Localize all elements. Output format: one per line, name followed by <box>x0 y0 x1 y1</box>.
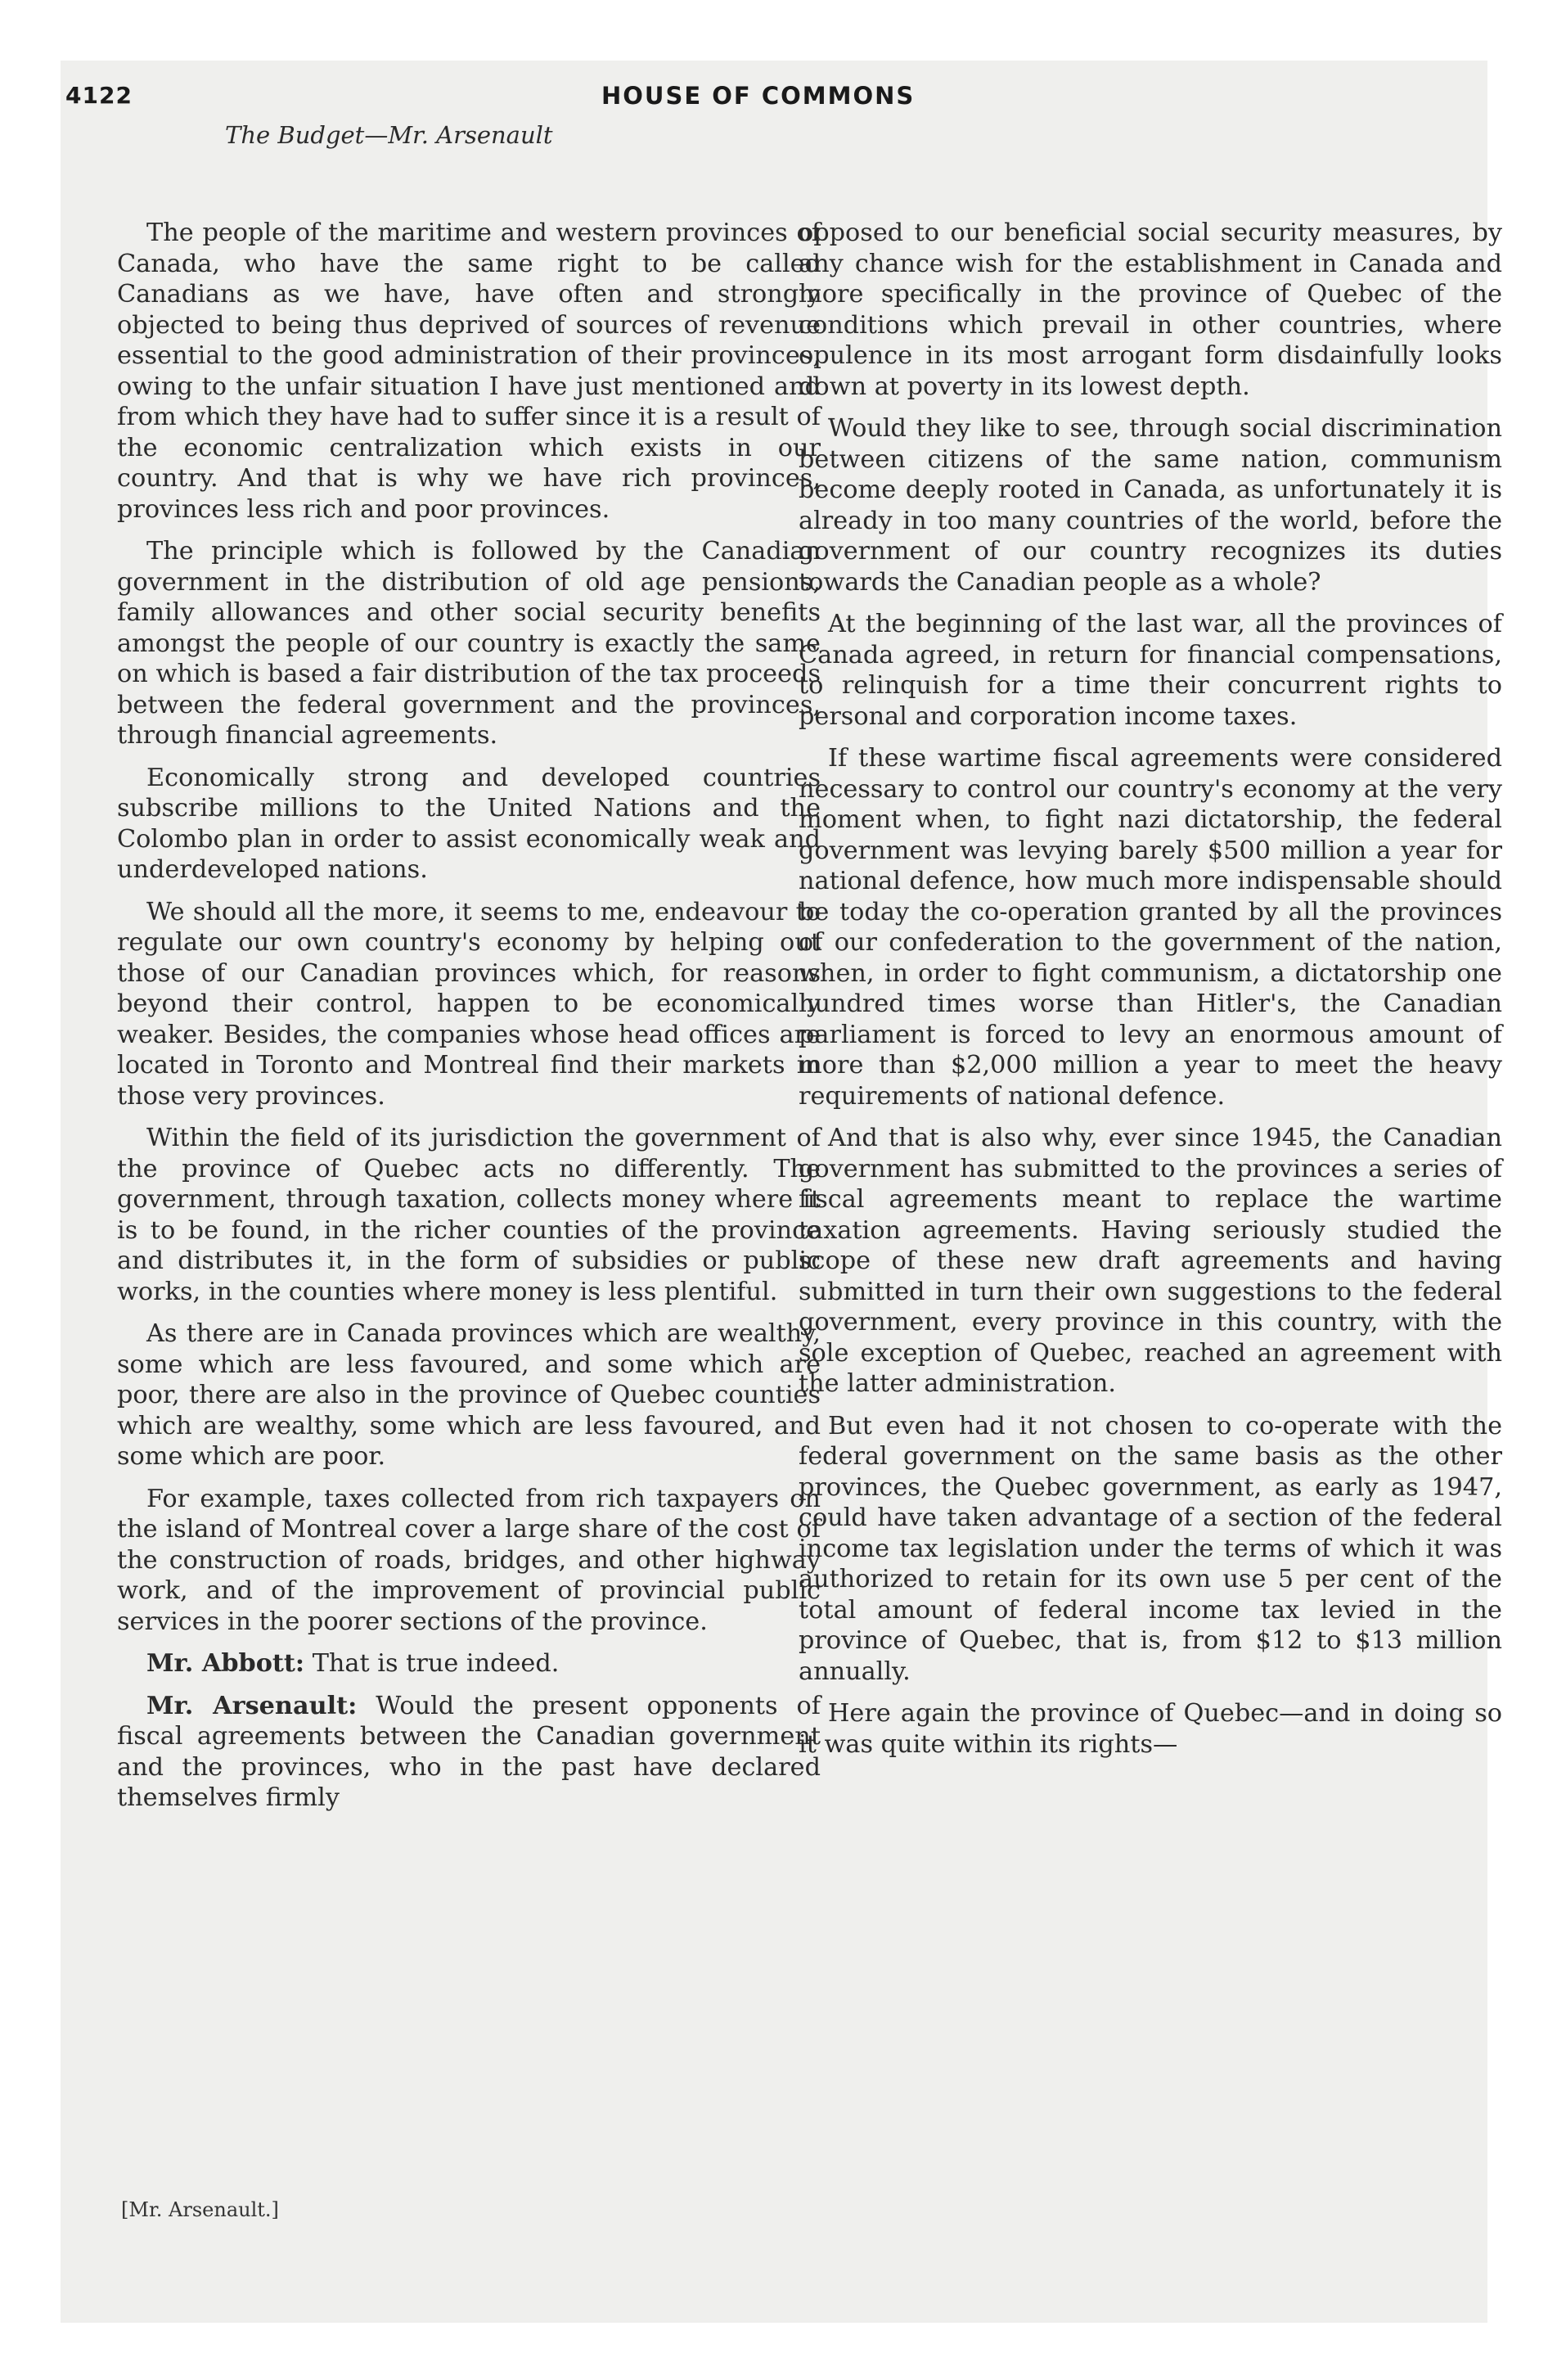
paragraph: Here again the province of Quebec—and in doing so it was quite within its rights— <box>799 1699 1502 1759</box>
page-number: 4122 <box>65 82 133 109</box>
paragraph: We should all the more, it seems to me, endeavour to regulate our own country's economy by helping out those of our Canadian provinces which, for reasons beyond their control, happen to be economically weaker. Besides, the companies whose head offices are located in Toronto and Montreal find their markets in those very provinces. <box>117 897 821 1111</box>
paragraph: If these wartime fiscal agreements were considered necessary to control our country's economy at the very moment when, to fight nazi dictatorship, the federal government was levying barely $500 million a year for national defence, how much more indispensable should be today the co-operation granted by all the provinces of our confederation to the government of the nation, when, in order to fight communism, a dictatorship one hundred times worse than Hitler's, the Canadian parliament is forced to levy an enormous amount of more than $2,000 million a year to meet the heavy requirements of national defence. <box>799 744 1502 1111</box>
paragraph: The people of the maritime and western provinces of Canada, who have the same right to be called Canadians as we have, have often and strongly objected to being thus deprived of sources of revenue essential to the good administration of their provinces, owing to the unfair situation I have just mentioned and from which they have had to suffer since it is a result of the economic centralization which exists in our country. And that is why we have rich provinces, provinces less rich and poor provinces. <box>117 219 821 524</box>
right-column <box>799 218 1502 1771</box>
speech-text: Would the present opponents of fiscal agreements between the Canadian government and the provinces, who in the past have declared themselves firmly <box>117 1691 821 1812</box>
footer-speaker-note: [Mr. Arsenault.] <box>121 2198 279 2221</box>
paragraph: The principle which is followed by the Canadian government in the distribution of old age pensions, family allowances and other social security benefits amongst the people of our country is exactly the same on which is based a fair distribution of the tax proceeds between the federal government and the provinces, through financial agreements. <box>117 537 821 750</box>
paragraph: Would they like to see, through social discrimination between citizens of the same nation, communism become deeply rooted in Canada, as unfortunately it is already in too many countries of the world, before the government of our country recognizes its duties towards the Canadian people as a whole? <box>799 414 1502 597</box>
paragraph: As there are in Canada provinces which are wealthy, some which are less favoured, and some which are poor, there are also in the province of Quebec counties which are wealthy, some which are less favoured, and some which are poor. <box>117 1319 821 1471</box>
speaker-name: Mr. Arsenault: <box>146 1691 358 1720</box>
paragraph: At the beginning of the last war, all the provinces of Canada agreed, in return for financial compensations, to relinquish for a time their concurrent rights to personal and corporation income taxes. <box>799 610 1502 731</box>
paragraph: For example, taxes collected from rich taxpayers on the island of Montreal cover a large share of the cost of the construction of roads, bridges, and other highway work, and of the improvement of provincial public services in the poorer sections of the province. <box>117 1484 821 1636</box>
section-subhead: The Budget—Mr. Arsenault <box>225 121 553 149</box>
paragraph: Economically strong and developed countries subscribe millions to the United Nations and the Colombo plan in order to assist economically weak and underdeveloped nations. <box>117 763 821 884</box>
left-column <box>117 218 821 1825</box>
paragraph: Within the field of its jurisdiction the government of the province of Quebec acts no differently. The government, through taxation, collects money where it is to be found, in the richer counties of the province and distributes it, in the form of subsidies or public works, in the counties where money is less plentiful. <box>117 1124 821 1306</box>
speaker-name: Mr. Abbott: <box>146 1649 305 1678</box>
paragraph: But even had it not chosen to co-operate with the federal government on the same basis as the other provinces, the Quebec government, as early as 1947, could have taken advantage of a section of the federal income tax legislation under the terms of which it was authorized to retain for its own use 5 per cent of the total amount of federal income tax levied in the province of Quebec, that is, from $12 to $13 million annually. <box>799 1411 1502 1686</box>
running-title: HOUSE OF COMMONS <box>601 82 916 110</box>
speech-text: That is true indeed. <box>304 1649 560 1678</box>
paragraph: opposed to our beneficial social security measures, by any chance wish for the establishment in Canada and more specifically in the province of Quebec of the conditions which prevail in other countries, where opulence in its most arrogant form disdainfully looks down at poverty in its lowest depth. <box>799 219 1502 401</box>
page-header <box>65 82 1375 115</box>
paragraph: And that is also why, ever since 1945, the Canadian government has submitted to the provinces a series of fiscal agreements meant to replace the wartime taxation agreements. Having seriously studied the scope of these new draft agreements and having submitted in turn their own suggestions to the federal government, every province in this country, with the sole exception of Quebec, reached an agreement with the latter administration. <box>799 1124 1502 1398</box>
speech-paragraph <box>117 1691 821 1814</box>
speech-paragraph <box>117 1648 821 1679</box>
